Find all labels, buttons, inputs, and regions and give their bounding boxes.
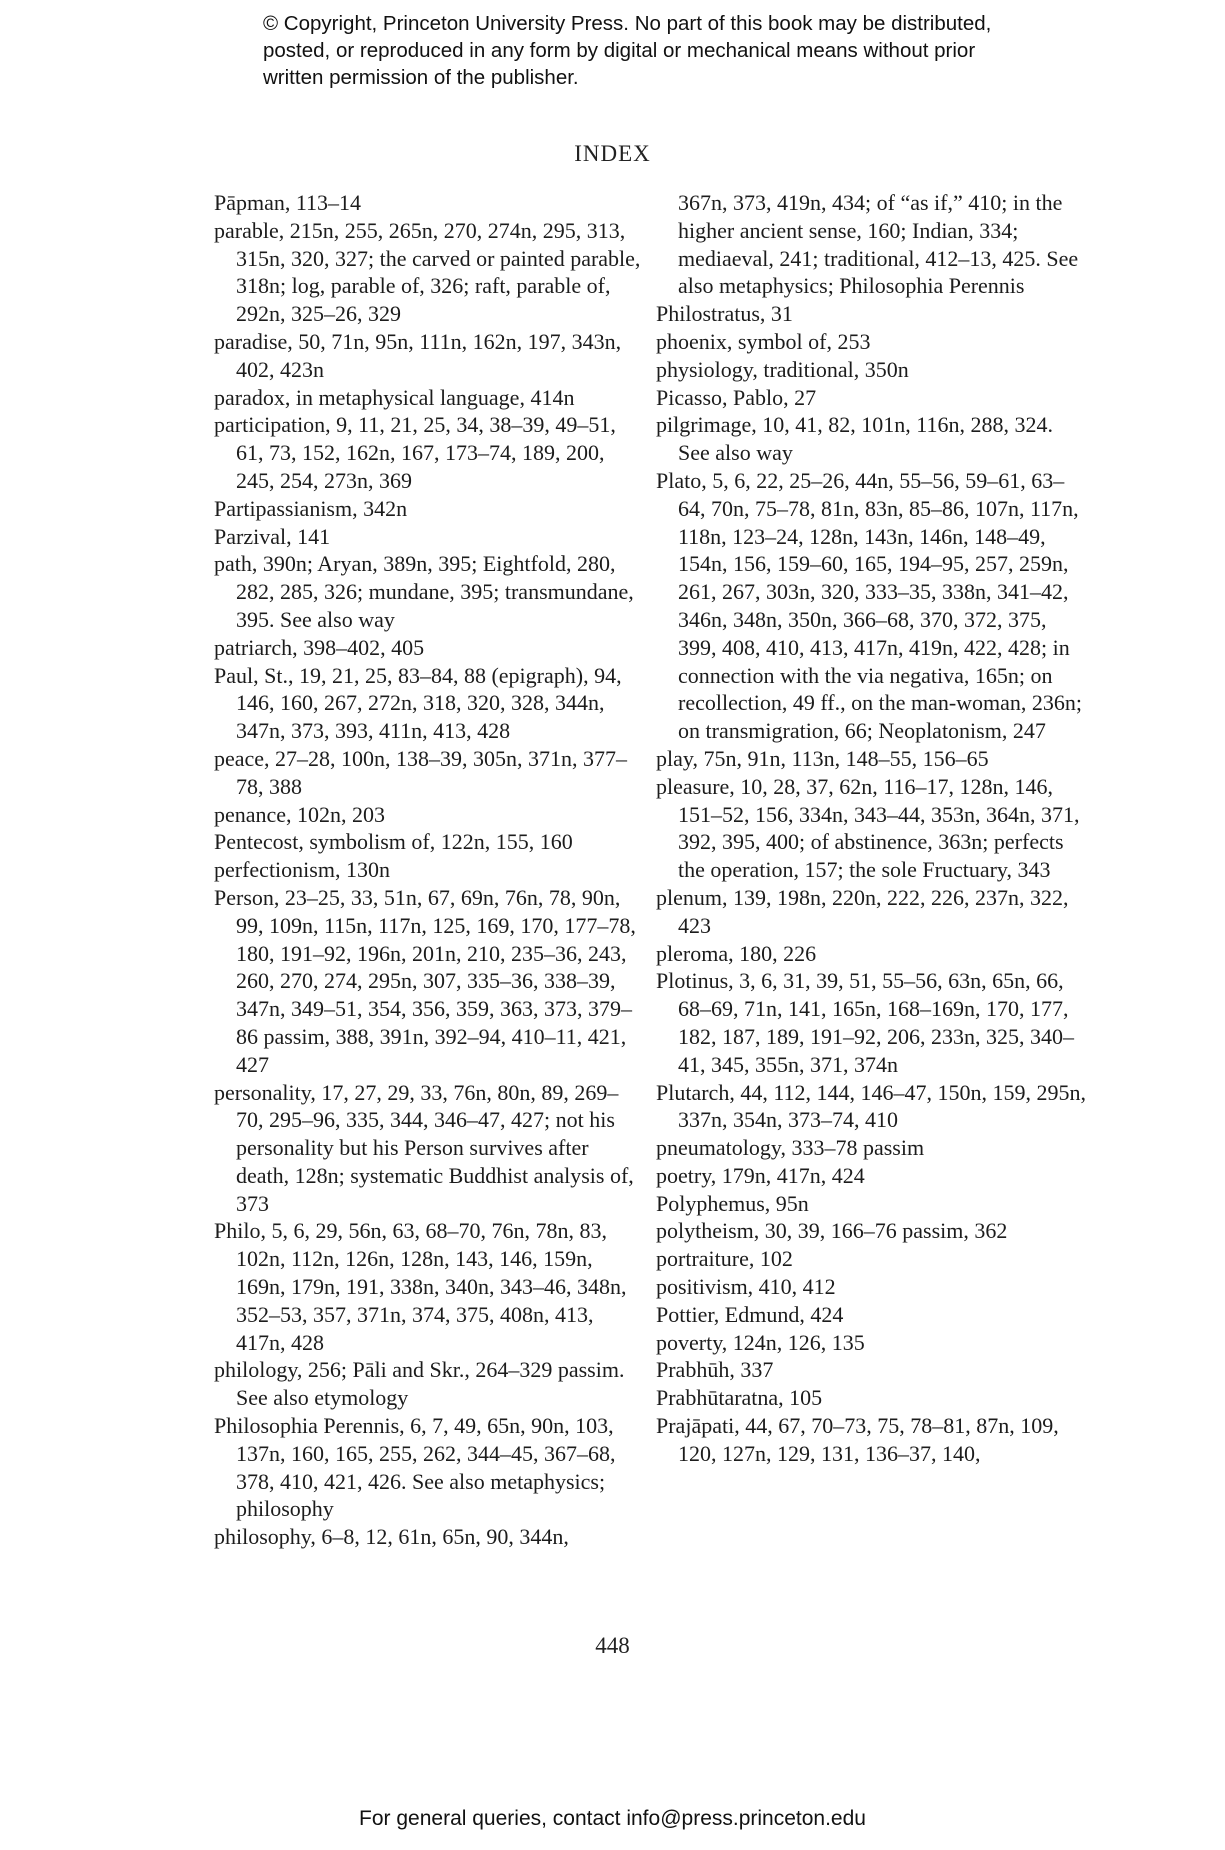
index-entry: patriarch, 398–402, 405: [214, 634, 425, 660]
index-entry: physiology, traditional, 350n: [656, 356, 909, 382]
index-entry: personality, 17, 27, 29, 33, 76n, 80n, 89, 269–70, 295–96, 335, 344, 346–47, 427; not his personality but his Person survives after death, 128n; systematic Buddhist analysis of, 373: [214, 1079, 634, 1216]
index-column-right: [656, 189, 1086, 1468]
index-entry: pleroma, 180, 226: [656, 940, 817, 966]
index-entry: Plotinus, 3, 6, 31, 39, 51, 55–56, 63n, 65n, 66, 68–69, 71n, 141, 165n, 168–169n, 170, 177, 182, 187, 189, 191–92, 206, 233n, 325, 340–41, 345, 355n, 371, 374n: [656, 968, 1074, 1077]
index-entry: peace, 27–28, 100n, 138–39, 305n, 371n, 377–78, 388: [214, 745, 628, 799]
footer-contact: For general queries, contact info@press.princeton.edu: [359, 1807, 866, 1830]
copyright-notice: © Copyright, Princeton University Press. No part of this book may be distributed, posted, or reproduced in any form by digital or mechanical means without prior written permission of the publisher.: [263, 12, 992, 89]
index-entry: penance, 102n, 203: [214, 801, 386, 827]
index-entry: paradox, in metaphysical language, 414n: [214, 384, 575, 410]
index-entry: portraiture, 102: [656, 1246, 793, 1272]
index-entry: Prajāpati, 44, 67, 70–73, 75, 78–81, 87n, 109, 120, 127n, 129, 131, 136–37, 140,: [656, 1413, 1059, 1466]
index-entry: philosophy, 6–8, 12, 61n, 65n, 90, 344n,: [214, 1524, 569, 1550]
index-entry: pleasure, 10, 28, 37, 62n, 116–17, 128n, 146, 151–52, 156, 334n, 343–44, 353n, 364n, 371, 392, 395, 400; of abstinence, 363n; perfects the operation, 157; the sole Fructuary, 343: [656, 773, 1080, 883]
index-entry: poetry, 179n, 417n, 424: [656, 1162, 865, 1188]
index-entry: Partipassianism, 342n: [214, 495, 408, 521]
index-entry: pneumatology, 333–78 passim: [656, 1135, 925, 1161]
index-entry: philology, 256; Pāli and Skr., 264–329 passim. See also etymology: [214, 1357, 625, 1411]
index-entry: plenum, 139, 198n, 220n, 222, 226, 237n, 322, 423: [656, 884, 1069, 938]
page-title: INDEX: [574, 141, 651, 166]
index-entry: Pentecost, symbolism of, 122n, 155, 160: [214, 829, 573, 855]
index-entry: Picasso, Pablo, 27: [656, 384, 817, 410]
index-entry: Plato, 5, 6, 22, 25–26, 44n, 55–56, 59–61, 63–64, 70n, 75–78, 81n, 83n, 85–86, 107n, 117n, 118n, 123–24, 128n, 143n, 146n, 148–49, 154n, 156, 159–60, 165, 194–95, 257, 259n, 261, 267, 303n, 320, 333–35, 338n, 341–42, 346n, 348n, 350n, 366–68, 370, 372, 375, 399, 408, 410, 413, 417n, 419n, 422, 428; in connection with the via negativa, 165n; on recollection, 49 ff., on the man-woman, 236n; on transmigration, 66; Neoplatonism, 247: [656, 467, 1083, 744]
index-entry: phoenix, symbol of, 253: [656, 328, 871, 354]
index-entry: poverty, 124n, 126, 135: [656, 1329, 865, 1355]
page-number: 448: [595, 1633, 630, 1658]
index-entry: Pottier, Edmund, 424: [656, 1301, 844, 1327]
index-entry: Plutarch, 44, 112, 144, 146–47, 150n, 159, 295n, 337n, 354n, 373–74, 410: [656, 1079, 1086, 1133]
index-entry: polytheism, 30, 39, 166–76 passim, 362: [656, 1218, 1008, 1244]
index-entry: Parzival, 141: [214, 523, 331, 549]
index-entry: perfectionism, 130n: [214, 857, 390, 883]
index-entry: Philostratus, 31: [656, 301, 793, 327]
index-entry: Paul, St., 19, 21, 25, 83–84, 88 (epigraph), 94, 146, 160, 267, 272n, 318, 320, 328, 344n, 347n, 373, 393, 411n, 413, 428: [214, 662, 622, 744]
index-entry: Person, 23–25, 33, 51n, 67, 69n, 76n, 78, 90n, 99, 109n, 115n, 117n, 125, 169, 170, 177–78, 180, 191–92, 196n, 201n, 210, 235–36, 243, 260, 270, 274, 295n, 307, 335–36, 338–39, 347n, 349–51, 354, 356, 359, 363, 373, 379–86 passim, 388, 391n, 392–94, 410–11, 421, 427: [214, 884, 636, 1077]
index-entry: path, 390n; Aryan, 389n, 395; Eightfold, 280, 282, 285, 326; mundane, 395; transmundane, 395. See also way: [214, 551, 634, 632]
index-entry: Philosophia Perennis, 6, 7, 49, 65n, 90n, 103, 137n, 160, 165, 255, 262, 344–45, 367–68, 378, 410, 421, 426. See also metaphysics; philosophy: [214, 1413, 616, 1522]
index-entry: Pāpman, 113–14: [214, 190, 362, 215]
index-entry: Prabhūh, 337: [656, 1357, 774, 1383]
index-entry: participation, 9, 11, 21, 25, 34, 38–39, 49–51, 61, 73, 152, 162n, 167, 173–74, 189, 200, 245, 254, 273n, 369: [214, 412, 616, 493]
index-entry: paradise, 50, 71n, 95n, 111n, 162n, 197, 343n, 402, 423n: [214, 328, 622, 382]
index-entry: parable, 215n, 255, 265n, 270, 274n, 295, 313, 315n, 320, 327; the carved or painted parable, 318n; log, parable of, 326; raft, parable of, 292n, 325–26, 329: [214, 217, 641, 327]
index-entry-continued: 367n, 373, 419n, 434; of “as if,” 410; in the higher ancient sense, 160; Indian, 334; mediaeval, 241; traditional, 412–13, 425. See also metaphysics; Philosophia Perennis: [678, 190, 1079, 299]
index-entry: pilgrimage, 10, 41, 82, 101n, 116n, 288, 324. See also way: [656, 412, 1053, 466]
index-entry: Philo, 5, 6, 29, 56n, 63, 68–70, 76n, 78n, 83, 102n, 112n, 126n, 128n, 143, 146, 159n, 169n, 179n, 191, 338n, 340n, 343–46, 348n, 352–53, 357, 371n, 374, 375, 408n, 413, 417n, 428: [214, 1218, 627, 1355]
index-entry: positivism, 410, 412: [656, 1274, 836, 1300]
index-entry: Prabhūtaratna, 105: [656, 1385, 823, 1411]
index-column-left: [214, 189, 644, 1551]
index-entry: play, 75n, 91n, 113n, 148–55, 156–65: [656, 745, 989, 771]
index-entry: Polyphemus, 95n: [656, 1190, 809, 1216]
